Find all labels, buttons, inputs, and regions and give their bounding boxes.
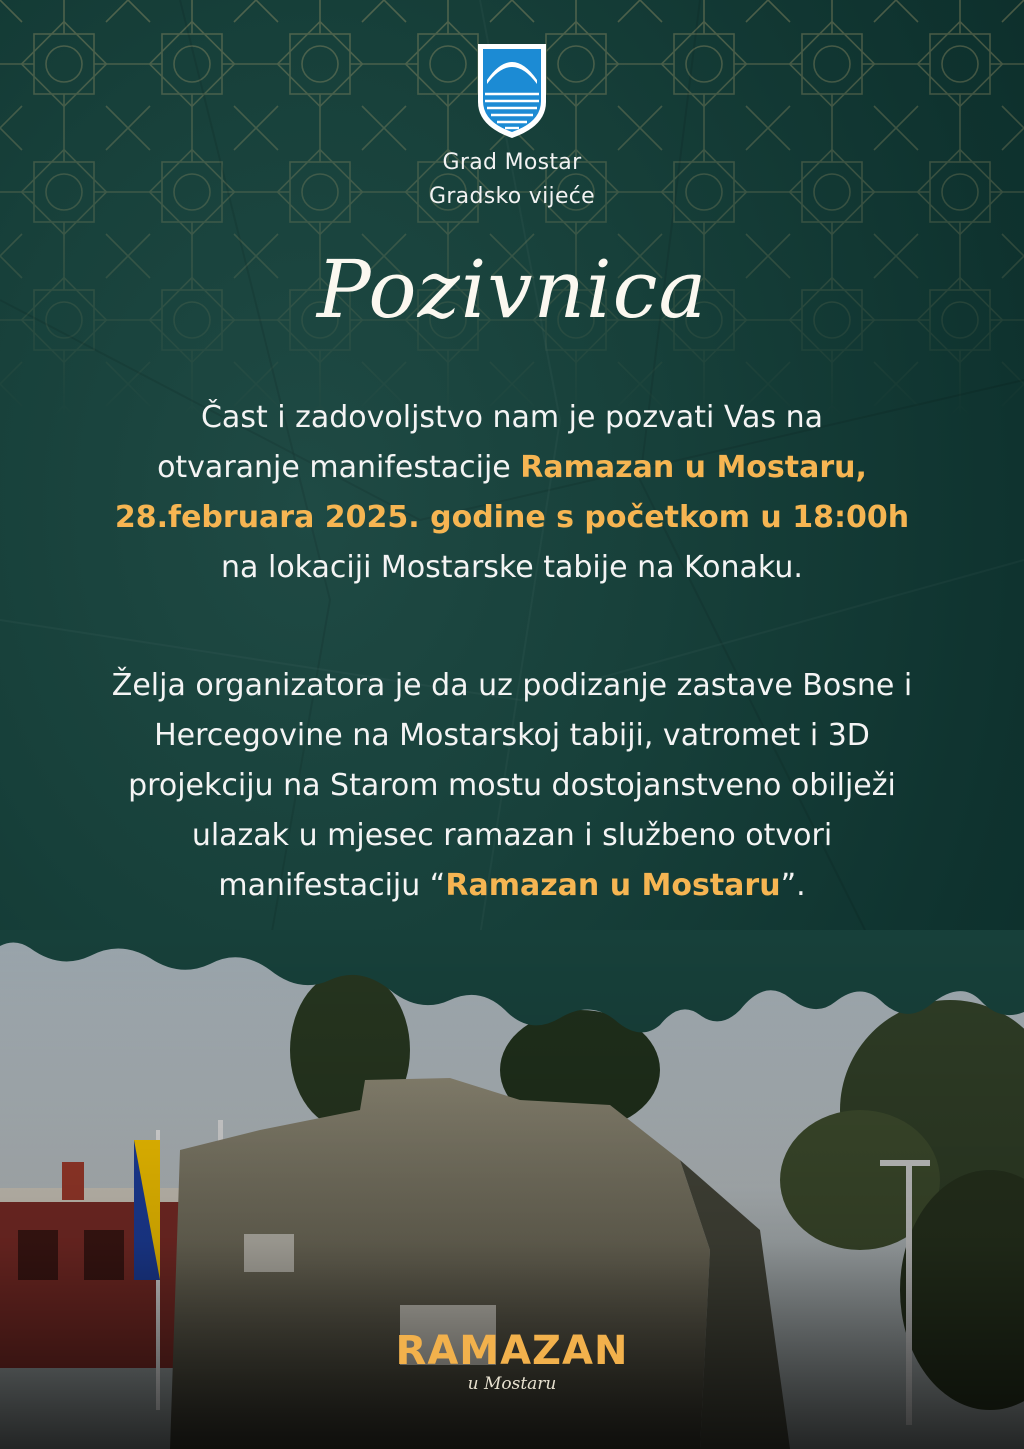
text-line: na lokaciji Mostarske tabije na Konaku. bbox=[221, 550, 803, 585]
city-name: Grad Mostar bbox=[442, 150, 582, 175]
text-line: projekciju na Starom mostu dostojanstveno obilježi bbox=[128, 768, 896, 803]
invitation-title: Pozivnica bbox=[316, 243, 708, 336]
event-name-highlight: Ramazan u Mostaru, bbox=[520, 450, 867, 485]
text-line bbox=[40, 443, 984, 493]
text-line: Čast i zadovoljstvo nam je pozvati Vas na bbox=[200, 400, 824, 435]
brand-subtitle: u Mostaru bbox=[467, 1374, 557, 1394]
header bbox=[0, 40, 1024, 214]
text-line bbox=[40, 861, 984, 911]
text-line: Hercegovine na Mostarskoj tabiji, vatromet i 3D bbox=[154, 718, 870, 753]
event-date-highlight: 28.februara 2025. godine s početkom u 18:00h bbox=[114, 500, 910, 535]
text-line: Želja organizatora je da uz podizanje zastave Bosne i bbox=[111, 668, 913, 703]
event-brand-logo bbox=[0, 1328, 1024, 1394]
invitation-paragraph bbox=[40, 393, 984, 593]
brand-title: RAMAZAN bbox=[395, 1328, 629, 1374]
event-name-highlight: Ramazan u Mostaru bbox=[445, 868, 781, 903]
council-name: Gradsko vijeće bbox=[428, 184, 596, 209]
description-paragraph bbox=[40, 661, 984, 911]
text-fragment: ”. bbox=[780, 868, 806, 903]
text-fragment: otvaranje manifestacije bbox=[157, 450, 521, 485]
text-fragment: manifestaciju “ bbox=[218, 868, 446, 903]
city-coat-of-arms-icon bbox=[472, 40, 552, 140]
text-line: ulazak u mjesec ramazan i službeno otvori bbox=[191, 818, 833, 853]
